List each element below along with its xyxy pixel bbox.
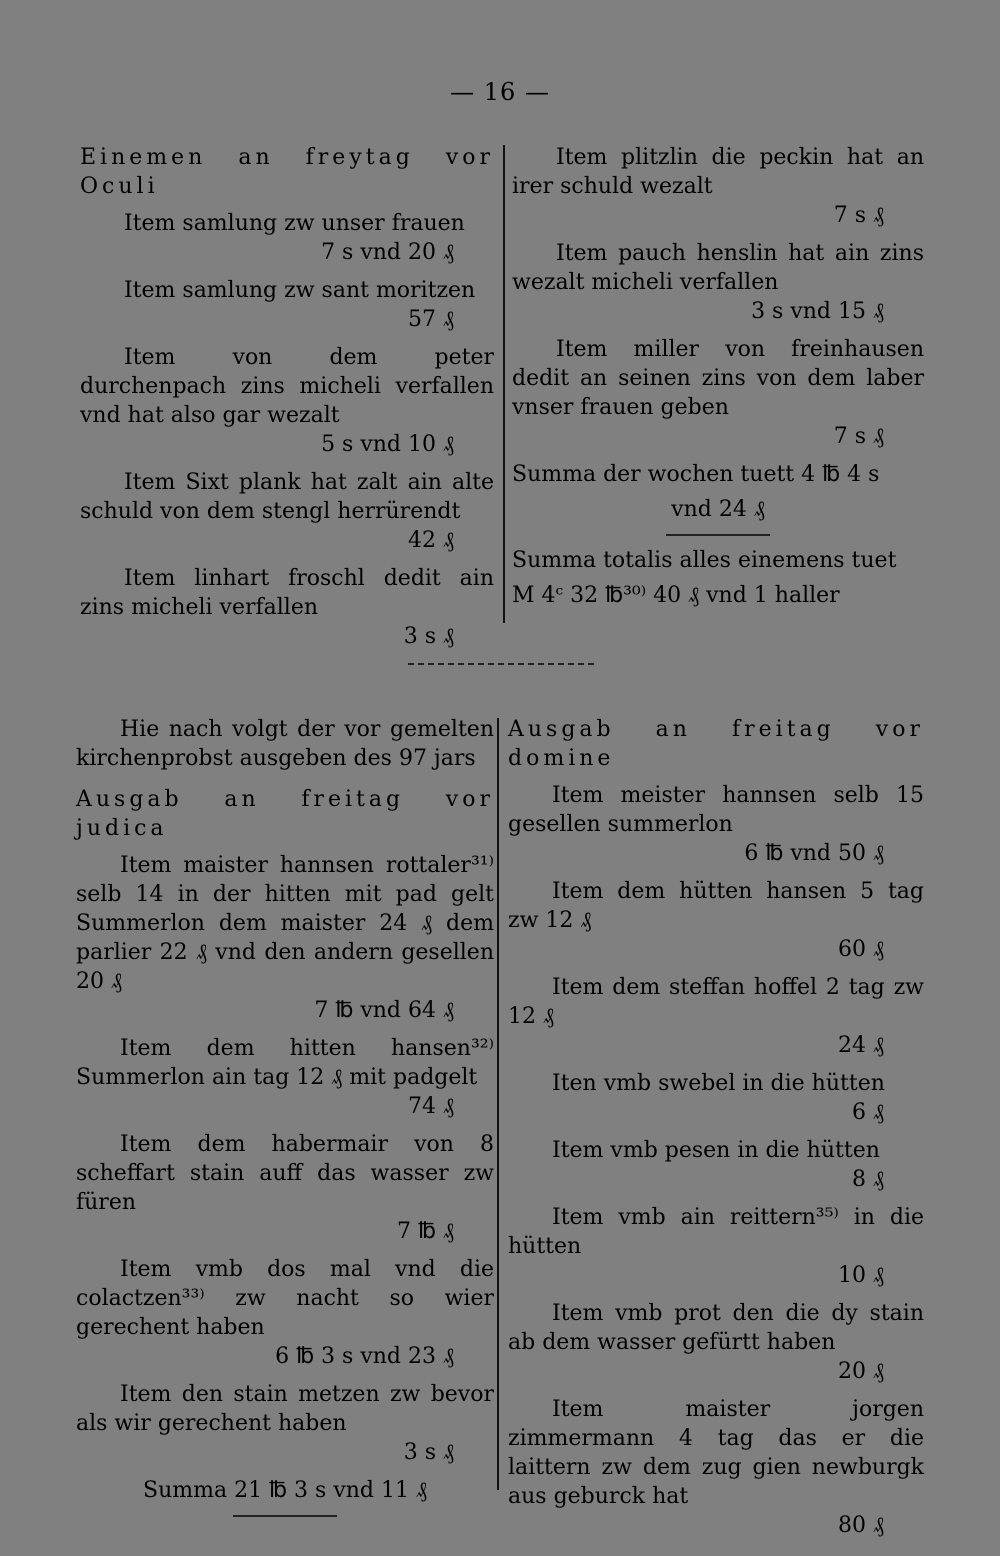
entry-amount: 6 ℔ vnd 50 ₰ — [744, 841, 884, 866]
entry-amount: 7 ℔ vnd 64 ₰ — [314, 998, 454, 1023]
entry-amount: 42 ₰ — [408, 528, 454, 553]
entry-text: Item maister hannsen rottaler³¹⁾ selb 14 in der hitten mit pad gelt Summerlon dem maister 24 ₰ dem parlier 22 ₰ vnd den andern gesellen 20 ₰ — [76, 853, 494, 994]
ledger-entry — [80, 468, 494, 555]
ledger-entry — [512, 335, 924, 451]
section-heading: Ausgab an freitag vor domine — [508, 717, 924, 771]
ledger-entry — [76, 851, 494, 1025]
entry-amount: 10 ₰ — [838, 1263, 884, 1288]
entry-amount: 57 ₰ — [408, 307, 454, 332]
separator-line — [666, 534, 770, 536]
column-divider-top — [503, 145, 505, 623]
entry-text: Item linhart froschl dedit ain zins micheli verfallen — [80, 566, 494, 620]
entry-amount: 74 ₰ — [408, 1094, 454, 1119]
ledger-entry — [80, 209, 494, 267]
section-heading: Ausgab an freitag vor judica — [76, 787, 494, 841]
entry-text: Item vmb pesen in die hütten — [552, 1138, 880, 1163]
entry-amount: 5 s vnd 10 ₰ — [321, 432, 454, 457]
entry-amount: 7 ℔ ₰ — [397, 1219, 454, 1244]
entry-amount: 80 ₰ — [838, 1513, 884, 1538]
ledger-entry — [512, 239, 924, 326]
entry-text: Iten vmb swebel in die hütten — [552, 1071, 885, 1096]
entry-text: Item den stain metzen zw bevor als wir gerechent haben — [76, 1382, 494, 1436]
entry-amount: 8 ₰ — [852, 1167, 884, 1192]
ledger-entry — [508, 973, 924, 1060]
separator-line — [233, 1515, 337, 1517]
entry-text: Item meister hannsen selb 15 gesellen summerlon — [508, 783, 924, 837]
entry-amount: 3 s ₰ — [403, 1440, 454, 1465]
section-heading: Einemen an freytag vor Oculi — [80, 145, 494, 199]
ledger-entry — [508, 877, 924, 964]
ledger-entry — [508, 1203, 924, 1290]
entry-text: Item vmb prot den die dy stain ab dem wasser gefürtt haben — [508, 1301, 924, 1355]
ledger-entry — [76, 1130, 494, 1246]
entry-text: Item vmb dos mal vnd die colactzen³³⁾ zw nacht so wier gerechent haben — [76, 1257, 494, 1340]
ledger-entry — [508, 1395, 924, 1540]
section-sum-line: Summa 21 ℔ 3 s vnd 11 ₰ — [143, 1478, 427, 1503]
column-divider-bottom — [497, 718, 499, 1490]
section-divider — [408, 663, 594, 665]
entry-amount: 6 ℔ 3 s vnd 23 ₰ — [275, 1344, 454, 1369]
entry-amount: 3 s ₰ — [403, 624, 454, 649]
total-sum-line-continued: M 4ᶜ 32 ℔³⁰⁾ 40 ₰ vnd 1 haller — [512, 583, 840, 608]
ledger-entry — [76, 1380, 494, 1467]
entry-amount: 60 ₰ — [838, 937, 884, 962]
ledger-entry — [76, 1034, 494, 1121]
week-sum-line-continued: vnd 24 ₰ — [671, 497, 765, 522]
ledger-entry — [508, 1299, 924, 1386]
page-number: — 16 — — [450, 78, 550, 106]
week-sum-line: Summa der wochen tuett 4 ℔ 4 s — [512, 462, 880, 487]
entry-amount: 7 s ₰ — [833, 424, 884, 449]
ledger-entry — [80, 276, 494, 334]
entry-text: Item dem steffan hoffel 2 tag zw 12 ₰ — [508, 975, 924, 1029]
column-top-left — [80, 143, 494, 660]
entry-text: Item pauch henslin hat ain zins wezalt micheli verfallen — [512, 241, 924, 295]
entry-text: Item von dem peter durchenpach zins micheli verfallen vnd hat also gar wezalt — [80, 345, 494, 428]
entry-text: Item plitzlin die peckin hat an irer schuld wezalt — [512, 145, 924, 199]
section-intro: Hie nach volgt der vor gemelten kirchenprobst ausgeben des 97 jars — [76, 717, 494, 771]
entry-text: Item dem hütten hansen 5 tag zw 12 ₰ — [508, 879, 924, 933]
entry-text: Item dem hitten hansen³²⁾ Summerlon ain tag 12 ₰ mit padgelt — [76, 1036, 494, 1090]
ledger-entry — [76, 1255, 494, 1371]
entry-amount: 20 ₰ — [838, 1359, 884, 1384]
ledger-entry — [80, 343, 494, 459]
ledger-entry — [508, 1069, 924, 1127]
entry-text: Item samlung zw sant moritzen — [124, 278, 476, 303]
entry-text: Item Sixt plank hat zalt ain alte schuld von dem stengl herrürendt — [80, 470, 494, 524]
entry-text: Item miller von freinhausen dedit an seinen zins von dem laber vnser frauen geben — [512, 337, 924, 420]
ledger-entry — [512, 143, 924, 230]
entry-text: Item samlung zw unser frauen — [124, 211, 465, 236]
entry-text: Item dem habermair von 8 scheffart stain auff das wasser zw füren — [76, 1132, 494, 1215]
entry-amount: 6 ₰ — [852, 1100, 884, 1125]
ledger-entry — [508, 781, 924, 868]
column-bottom-right — [508, 715, 924, 1549]
entry-text: Item maister jorgen zimmermann 4 tag das er die laittern zw dem zug gien newburgk aus geburck hat — [508, 1397, 924, 1509]
column-bottom-left — [76, 715, 494, 1527]
entry-amount: 7 s ₰ — [833, 203, 884, 228]
total-sum-line: Summa totalis alles einemens tuet — [512, 548, 897, 573]
ledger-entry — [508, 1136, 924, 1194]
ledger-entry — [80, 564, 494, 651]
column-top-right — [512, 143, 924, 616]
entry-amount: 7 s vnd 20 ₰ — [321, 240, 454, 265]
entry-amount: 24 ₰ — [838, 1033, 884, 1058]
entry-text: Item vmb ain reittern³⁵⁾ in die hütten — [508, 1205, 924, 1259]
entry-amount: 3 s vnd 15 ₰ — [751, 299, 884, 324]
